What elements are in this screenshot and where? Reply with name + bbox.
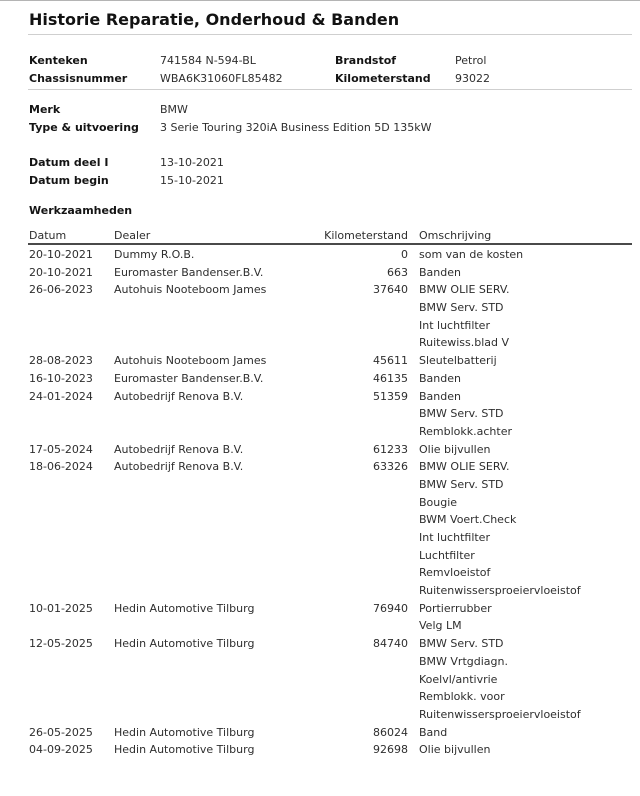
table-row: [0, 372, 640, 390]
datum-deel1-value: 13-10-2021: [160, 156, 224, 169]
cell-datum: 12-05-2025: [29, 637, 93, 651]
table-row-continuation: [0, 425, 640, 443]
cell-omschrijving: BMW Vrtgdiagn.: [419, 654, 508, 668]
cell-omschrijving: Banden: [419, 371, 461, 385]
type-uitvoering-value: 3 Serie Touring 320iA Business Edition 5D 135kW: [160, 121, 432, 134]
table-row: [0, 266, 640, 284]
info-divider: [28, 89, 632, 90]
table-header-divider: [28, 243, 632, 245]
cell-omschrijving: Ruitenwissersproeiervloeistof: [419, 707, 581, 721]
table-row-continuation: [0, 496, 640, 514]
cell-omschrijving: som van de kosten: [419, 248, 524, 261]
cell-omschrijving: Sleutelbatterij: [419, 354, 497, 368]
cell-omschrijving: Velg LM: [419, 619, 462, 633]
cell-datum: 17-05-2024: [29, 442, 93, 456]
table-row-continuation: [0, 673, 640, 691]
cell-omschrijving: BWM Voert.Check: [419, 513, 517, 527]
table-row: [0, 743, 640, 761]
cell-datum: 28-08-2023: [29, 354, 93, 368]
cell-dealer: Hedin Automotive Tilburg: [114, 743, 255, 757]
info-row-merk: [29, 103, 632, 118]
cell-datum: 20-10-2021: [29, 248, 93, 261]
cell-kilometerstand: 61233: [373, 442, 408, 456]
info-row-chassisnummer: [29, 72, 632, 87]
cell-dealer: Dummy R.O.B.: [114, 248, 195, 261]
table-row-continuation: [0, 655, 640, 673]
info-row-datum-deel1: [29, 156, 632, 171]
chassisnummer-value: WBA6K31060FL85482: [160, 72, 283, 85]
cell-kilometerstand: 76940: [373, 601, 408, 615]
cell-omschrijving: Olie bijvullen: [419, 442, 491, 456]
table-row: [0, 248, 640, 266]
werkzaamheden-section-title: Werkzaamheden: [29, 204, 133, 217]
cell-dealer: Autohuis Nooteboom James: [114, 354, 267, 368]
cell-omschrijving: Banden: [419, 265, 461, 279]
title-divider: [28, 34, 632, 35]
cell-datum: 10-01-2025: [29, 601, 93, 615]
cell-omschrijving: Remvloeistof: [419, 566, 491, 580]
info-row-datum-begin: [29, 174, 632, 189]
column-header-kilometerstand: Kilometerstand: [324, 229, 408, 242]
cell-omschrijving: Remblokk. voor: [419, 690, 505, 704]
cell-dealer: Euromaster Bandenser.B.V.: [114, 371, 264, 385]
cell-kilometerstand: 92698: [373, 743, 408, 757]
cell-datum: 18-06-2024: [29, 460, 93, 474]
cell-kilometerstand: 663: [387, 265, 408, 279]
cell-kilometerstand: 45611: [373, 354, 408, 368]
info-row-kenteken: [29, 54, 632, 69]
cell-kilometerstand: 51359: [373, 389, 408, 403]
kilometerstand-value: 93022: [455, 72, 490, 85]
cell-omschrijving: BMW Serv. STD: [419, 637, 504, 651]
cell-kilometerstand: 0: [401, 248, 408, 261]
cell-datum: 26-06-2023: [29, 283, 93, 297]
kilometerstand-label: Kilometerstand: [335, 72, 431, 85]
cell-dealer: Euromaster Bandenser.B.V.: [114, 265, 264, 279]
cell-kilometerstand: 86024: [373, 725, 408, 739]
chassisnummer-label: Chassisnummer: [29, 72, 128, 85]
cell-datum: 20-10-2021: [29, 265, 93, 279]
table-row: [0, 354, 640, 372]
table-row-continuation: [0, 566, 640, 584]
cell-dealer: Autobedrijf Renova B.V.: [114, 442, 244, 456]
table-row: [0, 460, 640, 478]
merk-label: Merk: [29, 103, 61, 116]
table-row-continuation: [0, 584, 640, 602]
cell-kilometerstand: 37640: [373, 283, 408, 297]
type-uitvoering-label: Type & uitvoering: [29, 121, 139, 134]
table-row-continuation: [0, 336, 640, 354]
table-header-row: [0, 229, 640, 243]
table-row-continuation: [0, 513, 640, 531]
brandstof-value: Petrol: [455, 54, 487, 67]
cell-omschrijving: BMW Serv. STD: [419, 477, 504, 491]
cell-dealer: Hedin Automotive Tilburg: [114, 725, 255, 739]
table-row: [0, 283, 640, 301]
kenteken-label: Kenteken: [29, 54, 88, 67]
cell-dealer: Autobedrijf Renova B.V.: [114, 389, 244, 403]
datum-deel1-label: Datum deel I: [29, 156, 109, 169]
table-row: [0, 390, 640, 408]
table-row: [0, 637, 640, 655]
brandstof-label: Brandstof: [335, 54, 397, 67]
cell-kilometerstand: 46135: [373, 371, 408, 385]
cell-omschrijving: Banden: [419, 389, 461, 403]
table-row-continuation: [0, 531, 640, 549]
column-header-omschrijving: Omschrijving: [419, 229, 492, 242]
table-row-continuation: [0, 690, 640, 708]
cell-datum: 26-05-2025: [29, 725, 93, 739]
cell-datum: 04-09-2025: [29, 743, 93, 757]
cell-omschrijving: Band: [419, 725, 448, 739]
cell-omschrijving: Int luchtfilter: [419, 531, 490, 544]
cell-omschrijving: Remblokk.achter: [419, 424, 513, 438]
cell-omschrijving: Luchtfilter: [419, 548, 475, 562]
cell-omschrijving: Ruitenwissersproeiervloeistof: [419, 584, 581, 598]
cell-dealer: Hedin Automotive Tilburg: [114, 601, 255, 615]
datum-begin-label: Datum begin: [29, 174, 109, 187]
table-row: [0, 602, 640, 620]
cell-datum: 24-01-2024: [29, 389, 93, 403]
cell-omschrijving: BMW Serv. STD: [419, 301, 504, 315]
cell-omschrijving: BMW OLIE SERV.: [419, 283, 510, 297]
merk-value: BMW: [160, 103, 188, 116]
cell-kilometerstand: 63326: [373, 460, 408, 474]
cell-omschrijving: Ruitewiss.blad V: [419, 336, 510, 350]
datum-begin-value: 15-10-2021: [160, 174, 224, 187]
table-row-continuation: [0, 549, 640, 567]
table-row-continuation: [0, 478, 640, 496]
column-header-dealer: Dealer: [114, 229, 151, 242]
cell-dealer: Autobedrijf Renova B.V.: [114, 460, 244, 474]
works-table-body: [0, 248, 640, 761]
kenteken-value: 741584 N-594-BL: [160, 54, 256, 67]
page-title: Historie Reparatie, Onderhoud & Banden: [29, 10, 400, 29]
cell-omschrijving: Int luchtfilter: [419, 318, 490, 332]
cell-omschrijving: Olie bijvullen: [419, 743, 491, 757]
cell-dealer: Hedin Automotive Tilburg: [114, 637, 255, 651]
cell-kilometerstand: 84740: [373, 637, 408, 651]
info-row-type: [29, 121, 632, 136]
cell-omschrijving: Koelvl/antivrie: [419, 672, 498, 686]
table-row-continuation: [0, 301, 640, 319]
cell-datum: 16-10-2023: [29, 371, 93, 385]
cell-dealer: Autohuis Nooteboom James: [114, 283, 267, 297]
cell-omschrijving: Portierrubber: [419, 601, 492, 615]
table-row-continuation: [0, 407, 640, 425]
table-row: [0, 443, 640, 461]
cell-omschrijving: BMW Serv. STD: [419, 407, 504, 421]
cell-omschrijving: Bougie: [419, 495, 458, 509]
column-header-datum: Datum: [29, 229, 67, 242]
cell-omschrijving: BMW OLIE SERV.: [419, 460, 510, 474]
table-row: [0, 726, 640, 744]
table-row-continuation: [0, 619, 640, 637]
table-row-continuation: [0, 319, 640, 337]
table-row-continuation: [0, 708, 640, 726]
